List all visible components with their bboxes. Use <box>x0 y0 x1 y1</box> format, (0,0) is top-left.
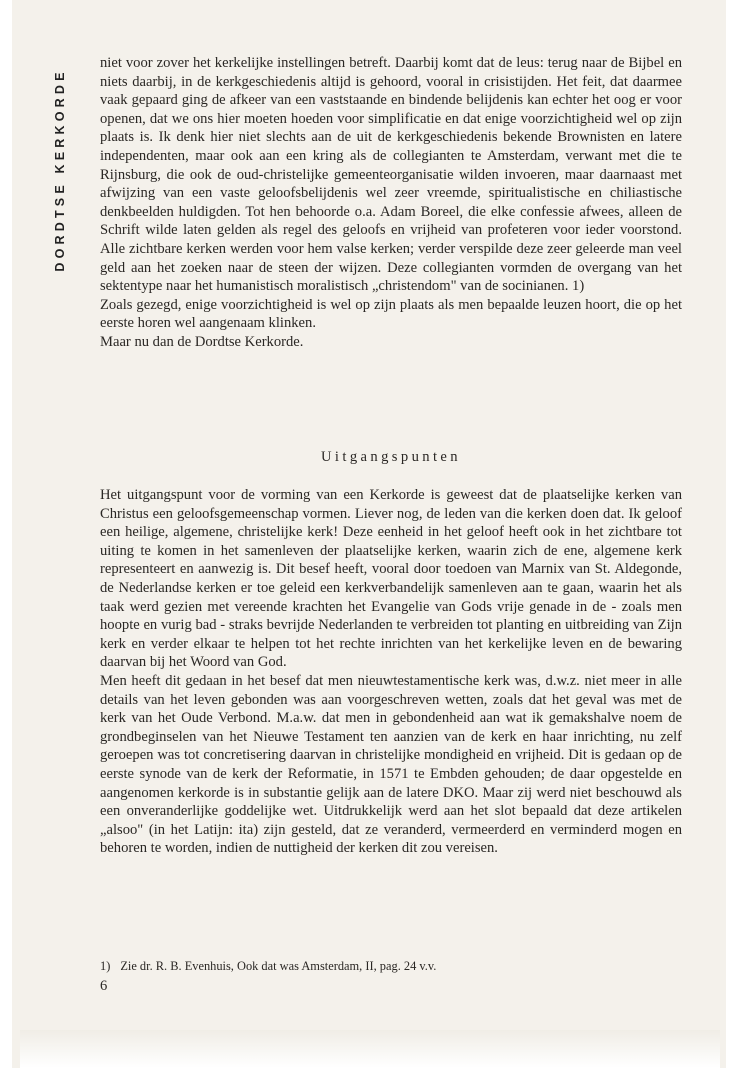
running-head-text: DORDTSE KERKORDE <box>53 68 67 272</box>
body-text-section <box>100 486 682 858</box>
paragraph: Het uitgangspunt voor de vorming van een Kerkorde is geweest dat de plaatselijke kerken van Christus een geloofsgemeenschap vormen. Liever nog, de leden van die kerken doen dat. Ik geloof een heilige, algemene, christelijke kerk! Deze eenheid in het geloof heeft ook in het zichtbare tot uiting te komen in het samenleven der plaatselijke kerken, waarin zich de ene, algemene kerk representeert en aanwezig is. Dit besef heeft, vooral door toedoen van Marnix van St. Aldegonde, de Nederlandse kerken er toe geleid een kerkverbandelijk samenleven aan te gaan, waarin het als taak werd gezien met vereende krachten het Evangelie van Gods vrije genade in de - zoals men hoopte en vurig bad - straks bevrijde Nederlanden te verbreiden tot planting en uitbreiding van Zijn kerk en verder elkaar te helpen tot het rechte inrichten van het kerkelijke leven en de bewaring daarvan bij het Woord van God. <box>100 487 682 671</box>
paragraph: Men heeft dit gedaan in het besef dat men nieuwtestamentische kerk was, d.w.z. niet meer in alle details van het leven gebonden was aan voorgeschreven wetten, zoals dat het geval was met de kerk van het Oude Verbond. M.a.w. dat men in gebondenheid aan wat ik gemakshalve noem de grondbeginselen van het Nieuwe Testament ten aanzien van de kerk en haar inrichting, nu zelf geroepen was tot concretisering daarvan in christelijke mondigheid en vrijheid. Dit is gedaan op de eerste synode van de kerk der Reformatie, in 1571 te Embden gehouden; de daar opgestelde en aangenomen kerkorde is in substantie gelijk aan de latere DKO. Maar zij werd niet beschouwd als een onveranderlijke goddelijke wet. Uitdrukkelijk werd aan het slot bepaald dat deze artikelen „alsoo" (in het Latijn: ita) zijn gesteld, dat ze veranderd, vermeerderd en verminderd mogen en behoren te worden, indien de nuttigheid der kerken dit zou vereisen. <box>100 672 682 857</box>
paragraph: Zoals gezegd, enige voorzichtigheid is wel op zijn plaats als men bepaalde leuzen hoort, die op het eerste horen wel aangenaam klinken. <box>100 296 682 332</box>
page-edge <box>20 1030 720 1068</box>
footnote <box>100 958 682 974</box>
running-head <box>48 40 72 300</box>
paragraph: Maar nu dan de Dordtse Kerkorde. <box>100 333 304 350</box>
body-text-intro <box>100 54 682 352</box>
footnote-text: Zie dr. R. B. Evenhuis, Ook dat was Amsterdam, II, pag. 24 v.v. <box>120 959 437 973</box>
section-heading: Uitgangspunten <box>320 449 461 465</box>
paragraph: niet voor zover het kerkelijke instellingen betreft. Daarbij komt dat de leus: terug naar de Bijbel en niets daarbij, in de kerkgeschiedenis altijd is gehoord, vooral in crisistijden. Het feit, dat daarmee vaak gepaard ging de afkeer van een vaststaande en bindende belijdenis kan echter het oog er voor openen, dat we ons hier moeten hoeden voor simplificatie en dat enige voorzichtigheid wel op zijn plaats is. Ik denk hier niet slechts aan de uit de kerkgeschiedenis bekende Brownisten en latere independenten, maar ook aan een kring als de collegianten te Amsterdam, verwant met die te Rijnsburg, die ook de oud-christelijke gemeenteorganisatie wilden invoeren, maar daarnaast met afwijzing van een vaste geloofsbelijdenis wel zeer vreemde, spiritualistische en chiliastische denkbeelden huldigden. Tot hen behoorde o.a. Adam Boreel, die elke confessie afwees, alleen de Schrift wilde laten gelden als regel des geloofs en vrijheid van profeteren voor ieder voorstond. Alle zichtbare kerken werden voor hem valse kerken; verder verspilde deze zeer geleerde man veel geld aan het zoeken naar de steen der wijzen. Deze collegianten vormden de overgang van het sektentype naar het humanistisch moralistisch „christendom" van de socinianen. 1) <box>100 55 682 295</box>
footnote-number: 1) <box>100 959 111 973</box>
page-number: 6 <box>100 978 108 994</box>
